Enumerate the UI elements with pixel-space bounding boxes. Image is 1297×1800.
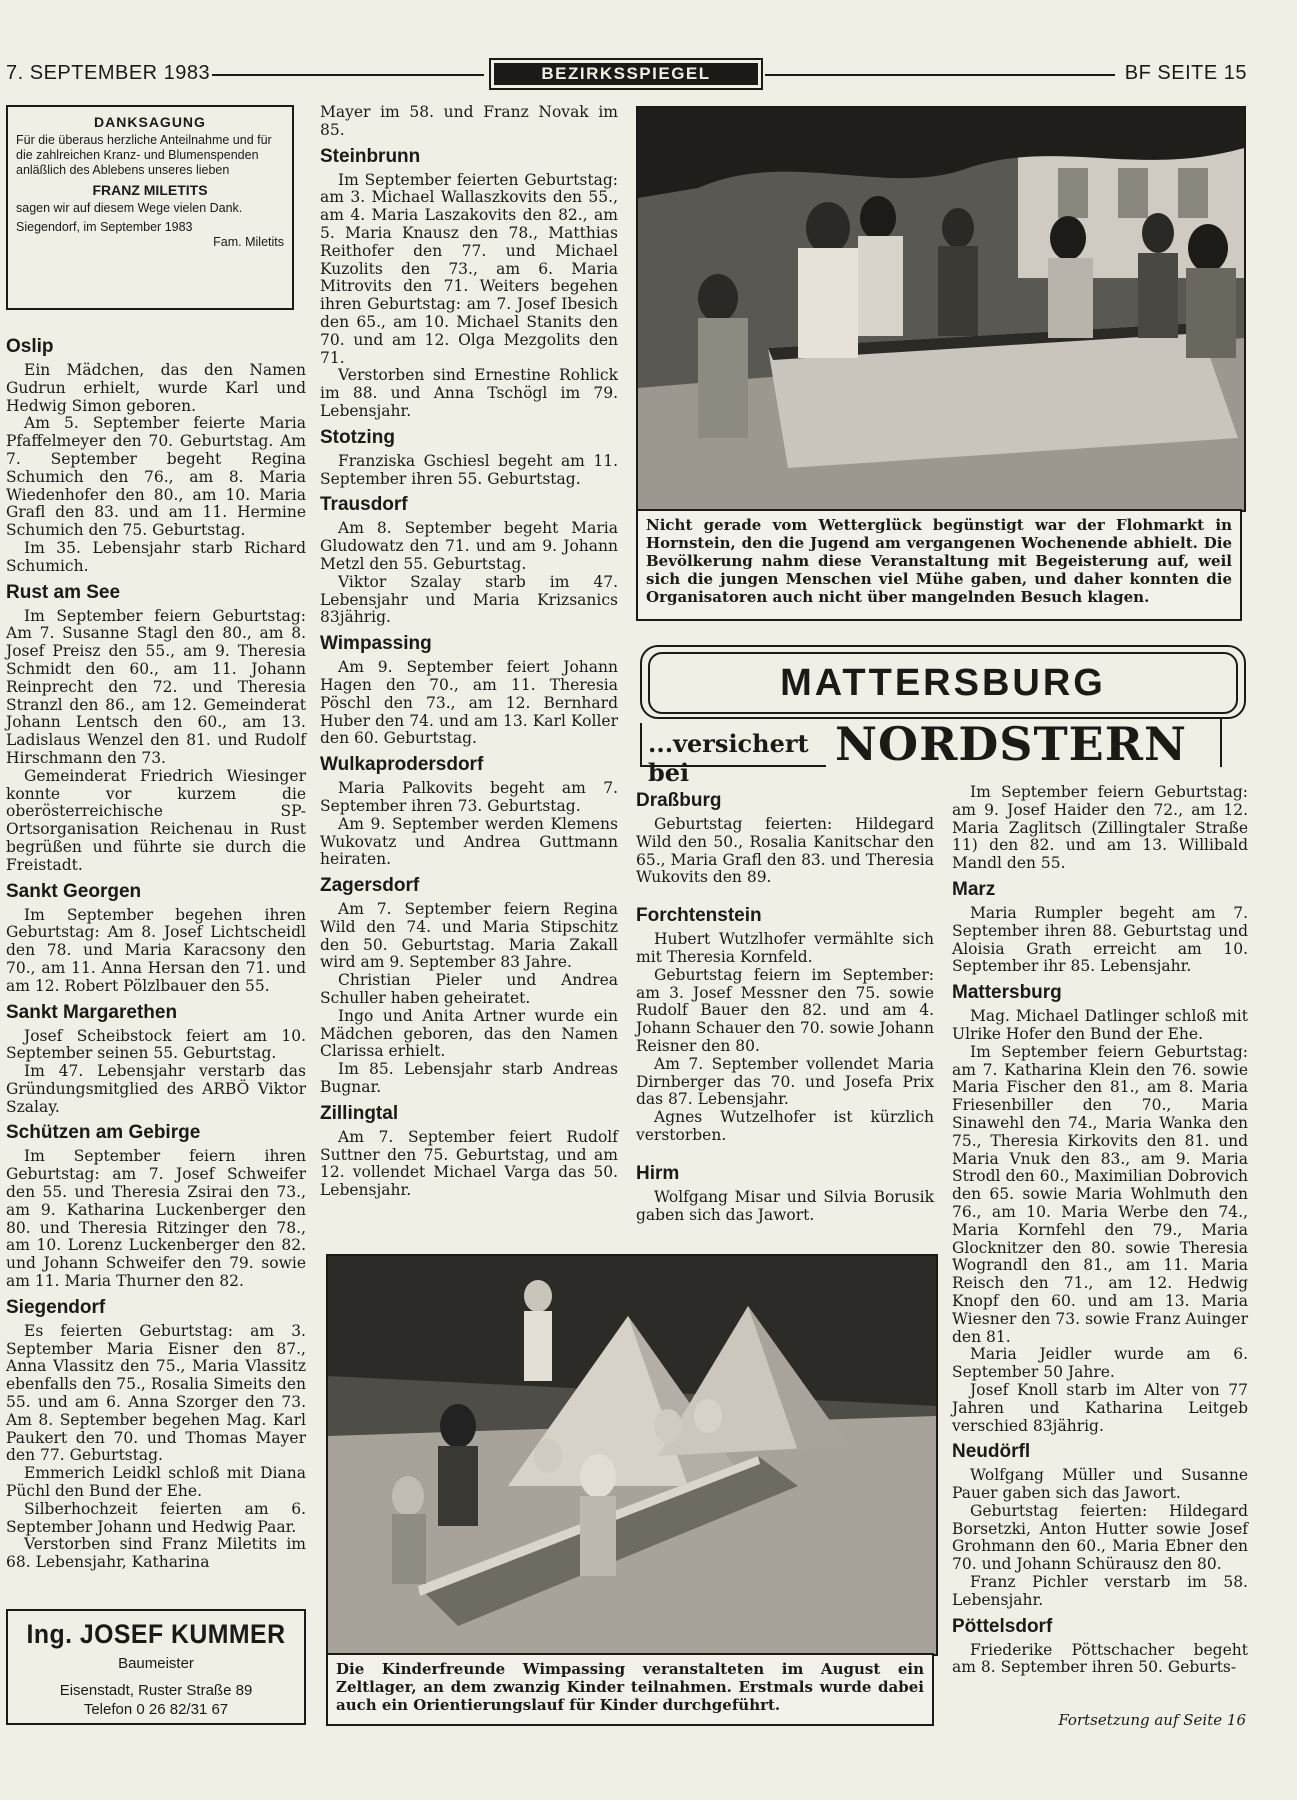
paragraph: Ingo und Anita Artner wurde ein Mädchen geboren, das den Namen Clarissa erhielt. (320, 1006, 618, 1061)
continuation-note: Fortsetzung auf Seite 16 (1058, 1711, 1246, 1729)
ad-kummer-address: Eisenstadt, Ruster Straße 89 (59, 1682, 253, 1699)
ad-kummer (6, 1609, 306, 1725)
photo-zeltlager-image (328, 1256, 936, 1654)
issue-date: 7. SEPTEMBER 1983 (6, 62, 211, 84)
paragraph: Christian Pieler und Andrea Schuller haben geheiratet. (320, 971, 618, 1008)
paragraph: Franziska Gschiesl begeht am 11. September ihren 55. Geburtstag. (320, 451, 618, 488)
heading-hirm: Hirm (636, 1162, 680, 1184)
paragraph: Geburtstag feierten: Hildegard Borsetzki, Anton Hutter sowie Josef Grohmann den 60., Maria Ebner den 70. und Johann Schürausz den 80. (952, 1501, 1248, 1574)
danksagung-notice (6, 105, 294, 310)
paragraph: Franz Pichler verstarb im 58. Lebensjahr. (952, 1573, 1248, 1609)
paragraph: Viktor Szalay starb im 47. Lebensjahr und Maria Krizsanics 83jährig. (320, 572, 618, 627)
paragraph: Wolfgang Misar und Silvia Borusik gaben sich das Jawort. (636, 1187, 934, 1224)
header-rule-left (212, 74, 484, 76)
heading-sankt-georgen: Sankt Georgen (6, 880, 142, 902)
paragraph: Am 9. September feiert Johann Hagen den 70., am 11. Theresia Pöschl den 73., am 12. Bernhard Huber den 74. und am 13. Karl Koller den 60. Geburtstag. (320, 658, 618, 748)
paragraph: Geburtstag feierten: Hildegard Wild den 50., Rosalia Kanitschar den 65., Maria Grafl den 83. und Theresia Wukovits den 89. (636, 815, 934, 887)
column-1 (6, 330, 306, 1572)
heading-schuetzen: Schützen am Gebirge (6, 1122, 201, 1144)
ad-nordstern (640, 645, 1246, 787)
ad-brand-rule (1220, 719, 1222, 767)
heading-siegendorf: Siegendorf (6, 1296, 106, 1318)
ad-title: MATTERSBURG (648, 652, 1238, 714)
paragraph: Mayer im 58. und Franz Novak im 85. (320, 103, 618, 139)
paragraph: Friederike Pöttschacher begeht am 8. September ihren 50. Geburts- (952, 1640, 1248, 1677)
danksagung-thanks: sagen wir auf diesem Wege vielen Dank. (16, 201, 243, 215)
heading-sankt-margarethen: Sankt Margarethen (6, 1001, 178, 1023)
column-2 (320, 104, 618, 1200)
page-number: BF SEITE 15 (1124, 62, 1247, 84)
heading-neudoerfl: Neudörfl (952, 1441, 1031, 1463)
photo-flohmarkt (636, 106, 1246, 512)
heading-wulkaprodersdorf: Wulkaprodersdorf (320, 754, 484, 776)
paragraph: Am 9. September werden Klemens Wukovatz und Andrea Guttmann heiraten. (320, 814, 618, 869)
danksagung-name: FRANZ MILETITS (92, 182, 208, 198)
paragraph: Im 85. Lebensjahr starb Andreas Bugnar. (320, 1060, 618, 1097)
heading-zagersdorf: Zagersdorf (320, 875, 420, 897)
photo-zeltlager-caption: Die Kinderfreunde Wimpassing veranstalteten im August ein Zeltlager, an dem zwanzig Kinder teilnahmen. Erstmals wurde dabei auch ein Orientierungslauf für Kinder durchgeführt. (326, 1653, 934, 1726)
paragraph: Emmerich Leidkl schloß mit Diana Püchl den Bund der Ehe. (6, 1464, 306, 1501)
paragraph: Im September feiern Geburtstag: am 7. Katharina Klein den 76. sowie Maria Fischer den 81., am 8. Maria Friesenbiller den 70., Maria Sinawehl den 74., Maria Wanka den 75., Theresia Kirkovits den 81. und Maria Vnuk den 83., am 9. Maria Strodl den 60., Maximilian Dobrovich den 65. sowie Maria Wohlmuth den 76., am 10. Maria Werbe den 74., Maria Kornfehl den 79., Maria Glocknitzer den 80. sowie Theresia Wograndl den 81., am 11. Maria Reisch den 71., am 12. Hedwig Knopf den 60. und am 13. Maria Wiesner den 73. sowie Franz Auinger den 81. (952, 1042, 1248, 1346)
paragraph: Am 7. September feiern Regina Wild den 74. und Maria Stipschitz den 50. Geburtstag. Maria Zakall wird am 9. September 83 Jahre. (320, 900, 618, 972)
paragraph: Josef Scheibstock feiert am 10. September seinen 55. Geburtstag. (6, 1026, 306, 1063)
paragraph: Im September feierten Geburtstag: am 3. Michael Wallaszkovits den 55., am 4. Maria Laszakovits den 82., am 5. Maria Knausz den 78., Matthias Reithofer den 77. und Michael Kuzolits den 73., am 6. Maria Mitrovits den 71. Weiters begehen ihren Geburtstag: am 7. Josef Ibesich den 65., am 10. Michael Stanits den 70. und am 12. Olga Mezgolits den 71. (320, 170, 618, 367)
heading-poettelsdorf: Pöttelsdorf (952, 1615, 1053, 1637)
paragraph: Verstorben sind Ernestine Rohlick im 88. und Anna Tschögl im 79. Lebensjahr. (320, 366, 618, 420)
danksagung-signature: Fam. Miletits (213, 235, 284, 249)
column-4 (952, 784, 1248, 1677)
paragraph: Geburtstag feiern im September: am 3. Josef Messner den 75. sowie Rudolf Bauer den 82. und am 4. Johann Schauer den 70. sowie Johann Reisner den 80. (636, 965, 934, 1055)
section-title-box (489, 58, 763, 90)
ad-frame (640, 645, 1246, 719)
photo-flohmarkt-caption: Nicht gerade vom Wetterglück begünstigt war der Flohmarkt in Hornstein, den die Jugend am vergangenen Wochenende abhielt. Die Bevölkerung nahm diese Veranstaltung mit Begeisterung auf, weil sich die jungen Menschen viel Mühe gaben, und daher konnten die Organisatoren auch nicht über mangelnden Besuch klagen. (636, 509, 1242, 621)
danksagung-title: DANKSAGUNG (94, 114, 206, 130)
paragraph: Mag. Michael Datlinger schloß mit Ulrike Hofer den Bund der Ehe. (952, 1007, 1248, 1043)
column-3 (636, 784, 934, 1224)
paragraph: Verstorben sind Franz Miletits im 68. Lebensjahr, Katharina (6, 1535, 306, 1572)
photo-flohmarkt-image (638, 108, 1244, 510)
paragraph: Ein Mädchen, das den Namen Gudrun erhielt, wurde Karl und Hedwig Simon geboren. (6, 361, 306, 415)
paragraph: Hubert Wutzlhofer vermählte sich mit Theresia Kornfeld. (636, 930, 934, 966)
paragraph: Am 8. September begeht Maria Gludowatz den 71. und am 9. Johann Metzl den 55. Geburtstag. (320, 519, 618, 573)
heading-mattersburg: Mattersburg (952, 982, 1062, 1004)
paragraph: Silberhochzeit feierten am 6. September Johann und Hedwig Paar. (6, 1499, 306, 1536)
section-title: BEZIRKSSPIEGEL (494, 63, 758, 85)
heading-rust: Rust am See (6, 581, 121, 603)
paragraph: Agnes Wutzelhofer ist kürzlich verstorben. (636, 1108, 934, 1144)
ad-brand: NORDSTERN (835, 717, 1188, 771)
heading-marz: Marz (952, 878, 996, 900)
page-header (0, 58, 1297, 88)
danksagung-place: Siegendorf, im September 1983 (16, 220, 193, 234)
heading-steinbrunn: Steinbrunn (320, 145, 421, 167)
paragraph: Im September feiern ihren Geburtstag: am 7. Josef Schweifer den 55. und Theresia Zsirai den 73., am 9. Katharina Luckenberger den 80. und Theresia Ritzinger den 78., am 10. Lorenz Luckenberger den 82. und Johann Schweifer den 79. sowie am 11. Maria Thurner den 82. (6, 1147, 306, 1291)
paragraph: Im September feiern Geburtstag: am 9. Josef Haider den 72., am 12. Maria Zaglitsch (Zillingtaler Straße 11) den 82. und am 13. Willibald Mandl den 55. (952, 783, 1248, 873)
heading-wimpassing: Wimpassing (320, 633, 432, 655)
ad-kummer-phone: Telefon 0 26 82/31 67 (83, 1701, 229, 1718)
header-rule-right (765, 74, 1115, 76)
danksagung-text: Für die überaus herzliche Anteilnahme und für die zahlreichen Kranz- und Blumenspenden anläßlich des Ablebens unseres lieben (16, 133, 272, 177)
paragraph: Es feierten Geburtstag: am 3. September Maria Eisner den 87., Anna Vlassitz den 75., Maria Vlassitz ebenfalls den 75., Rosalia Simeits den 55. und am 6. Anna Szorger den 73. Am 8. September begehen Mag. Karl Paukert den 70. und Thomas Mayer den 77. Geburtstag. (6, 1321, 306, 1465)
heading-forchtenstein: Forchtenstein (636, 905, 762, 927)
heading-zillingtal: Zillingtal (320, 1102, 399, 1124)
paragraph: Maria Palkovits begeht am 7. September ihren 73. Geburtstag. (320, 779, 618, 815)
paragraph: Am 5. September feierte Maria Pfaffelmeyer den 70. Geburtstag. Am 7. September begeht Regina Schumich den 76., am 8. Maria Wiedenhofer den 80., am 10. Maria Grafl den 83. und am 11. Hermine Schumich den 75. Geburtstag. (6, 414, 306, 540)
paragraph: Am 7. September vollendet Maria Dirnberger das 70. und Josefa Prix das 87. Lebensjahr. (636, 1054, 934, 1109)
photo-zeltlager (326, 1254, 938, 1656)
ad-kummer-title: Baumeister (118, 1655, 194, 1672)
heading-stotzing: Stotzing (320, 426, 395, 448)
paragraph: Wolfgang Müller und Susanne Pauer gaben sich das Jawort. (952, 1466, 1248, 1503)
ad-kummer-name: Ing. JOSEF KUMMER (26, 1619, 286, 1649)
heading-drassburg: Draßburg (636, 790, 722, 811)
paragraph: Maria Rumpler begeht am 7. September ihren 88. Geburtstag und Aloisia Grath erreicht am 10. September ihr 85. Lebensjahr. (952, 903, 1248, 976)
paragraph: Im September feiern Geburtstag: Am 7. Susanne Stagl den 80., am 8. Josef Preisz den 55., am 9. Theresia Schmidt den 60., am 11. Johann Reinprecht den 72. und Theresia Stranzl den 86., am 12. Gemeinderat Johann Lentsch den 60., am 13. Ladislaus Wenzel den 81. und Rudolf Hirschmann den 73. (6, 606, 306, 767)
ad-slogan: ...versichert bei (640, 723, 826, 767)
paragraph: Am 7. September feiert Rudolf Suttner den 75. Geburtstag, und am 12. vollendet Michael Varga das 50. Lebensjahr. (320, 1127, 618, 1200)
paragraph: Im September begehen ihren Geburtstag: Am 8. Josef Lichtscheidl den 78. und Maria Karacsony den 70., am 11. Anna Hersan den 71. und am 12. Robert Pölzlbauer den 55. (6, 905, 306, 995)
heading-trausdorf: Trausdorf (320, 494, 408, 516)
paragraph: Gemeinderat Friedrich Wiesinger konnte vor kurzem die oberösterreichische SP-Ortsorganisation Reichenau in Rust begrüßen und führte sie durch die Freistadt. (6, 766, 306, 874)
paragraph: Josef Knoll starb im Alter von 77 Jahren und Katharina Leitgeb verschied 83jährig. (952, 1380, 1248, 1435)
paragraph: Im 47. Lebensjahr verstarb das Gründungsmitglied des ARBÖ Viktor Szalay. (6, 1062, 306, 1116)
paragraph: Maria Jeidler wurde am 6. September 50 Jahre. (952, 1345, 1248, 1382)
heading-oslip: Oslip (6, 336, 54, 357)
paragraph: Im 35. Lebensjahr starb Richard Schumich. (6, 538, 306, 575)
